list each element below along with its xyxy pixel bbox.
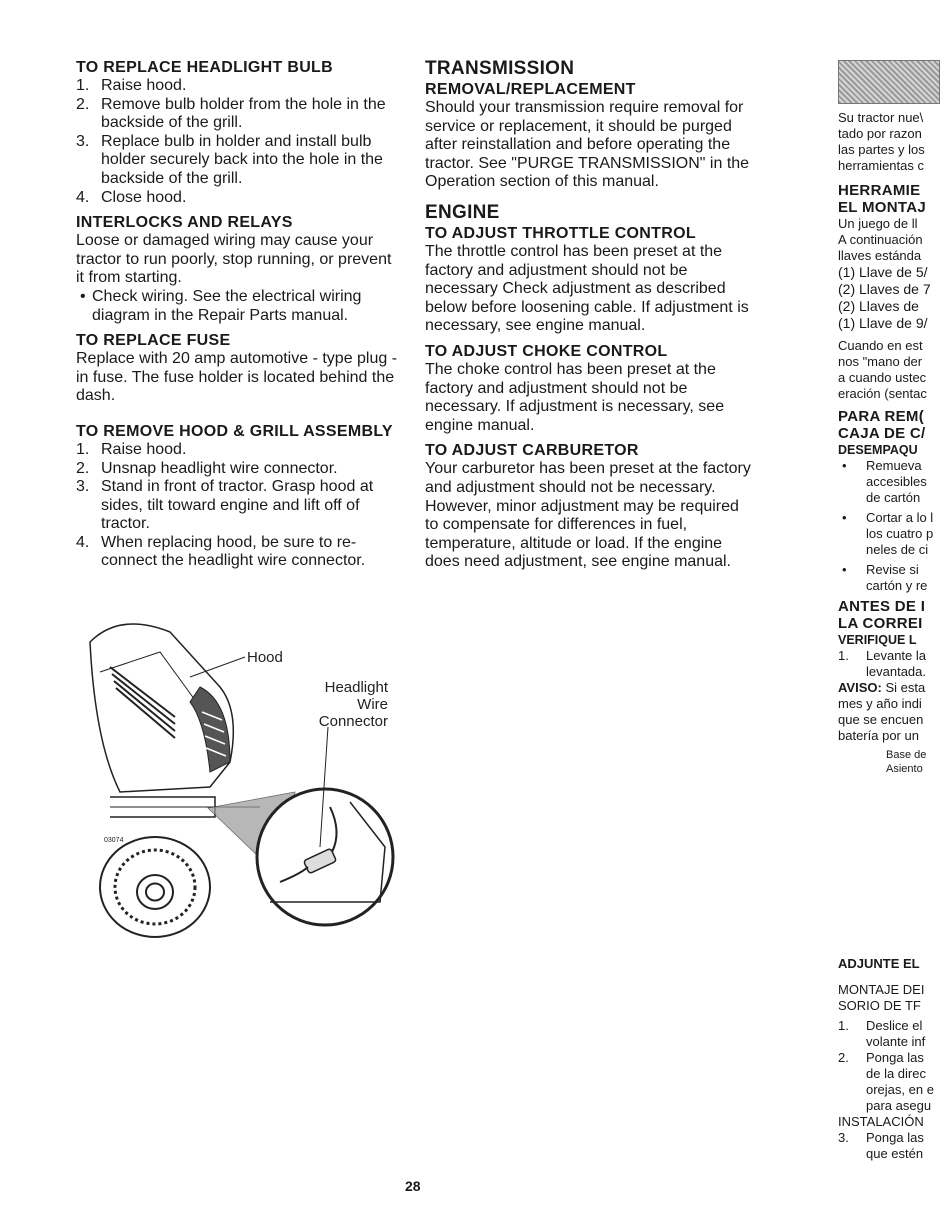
desempaque-subheading: DESEMPAQU bbox=[838, 443, 918, 457]
interlocks-bullets bbox=[76, 288, 402, 325]
choke-heading: TO ADJUST CHOKE CONTROL bbox=[425, 342, 668, 360]
text-line: para asegu bbox=[866, 1098, 932, 1113]
text-line: eración (sentac bbox=[838, 386, 927, 401]
text-line: Cuando en est bbox=[838, 338, 923, 353]
throttle-text: The throttle control has been preset at the factory and adjustment should not be necessary Check adjustment as described below before loosening cable. If adjustment is necessary, see engine manual. bbox=[425, 242, 749, 335]
list-item: 3. Replace bulb in holder and install bulb holder securely back into the hole in the backside of the grill. bbox=[76, 132, 383, 187]
list-item: 3. Stand in front of tractor. Grasp hood at sides, tilt toward engine and lift off of tractor. bbox=[76, 478, 374, 533]
text-line: de cartón bbox=[866, 490, 921, 505]
text-line: A continuación bbox=[838, 232, 923, 247]
intro-line: las partes y los bbox=[838, 142, 925, 157]
list-item: 1. Levante la bbox=[838, 648, 926, 663]
text-line: (2) Llaves de bbox=[838, 298, 919, 314]
list-item: 2. Unsnap headlight wire connector. bbox=[76, 459, 338, 477]
verifique-subheading: VERIFIQUE L bbox=[838, 633, 917, 647]
headlight-steps bbox=[76, 77, 402, 207]
intro-line: herramientas c bbox=[838, 158, 924, 173]
antes-heading: LA CORREI bbox=[838, 615, 923, 632]
figure-label: Base de bbox=[886, 749, 927, 761]
list-item: • Cortar a lo l bbox=[842, 510, 934, 525]
headlight-heading: TO REPLACE HEADLIGHT BULB bbox=[76, 59, 333, 76]
connector-label-line2: Wire bbox=[357, 696, 388, 713]
interlocks-heading: INTERLOCKS AND RELAYS bbox=[76, 214, 293, 232]
adjunte-subheading: ADJUNTE EL bbox=[838, 956, 920, 971]
list-item: • Check wiring. See the electrical wiring diagram in the Repair Parts manual. bbox=[80, 287, 362, 324]
fuse-heading: TO REPLACE FUSE bbox=[76, 332, 231, 350]
list-item: 1. Raise hood. bbox=[76, 77, 187, 94]
text-line: los cuatro p bbox=[866, 526, 934, 541]
list-item: • Revise si bbox=[842, 562, 919, 577]
interlocks-text: Loose or damaged wiring may cause your tractor to run poorly, stop running, or prevent it from starting. bbox=[76, 232, 392, 287]
list-item: 3. Ponga las bbox=[838, 1130, 924, 1145]
text-line: (2) Llaves de 7 bbox=[838, 281, 931, 297]
text-line: INSTALACIÓN bbox=[838, 1114, 924, 1129]
text-line: (1) Llave de 5/ bbox=[838, 264, 928, 280]
text-line: de la direc bbox=[866, 1066, 926, 1081]
herramientas-heading: HERRAMIE bbox=[838, 182, 921, 199]
intro-line: tado por razon bbox=[838, 126, 922, 141]
left-column bbox=[76, 58, 402, 571]
tractor-hood-illustration bbox=[80, 612, 410, 942]
text-line: MONTAJE DEI bbox=[838, 982, 925, 997]
choke-text: The choke control has been preset at the factory and adjustment should not be necessary. If adjustment is necessary, see engine manual. bbox=[425, 360, 725, 434]
list-item: 2. Ponga las bbox=[838, 1050, 924, 1065]
carburetor-heading: TO ADJUST CARBURETOR bbox=[425, 442, 639, 460]
figure-label: Asiento bbox=[886, 763, 923, 775]
transmission-heading: TRANSMISSION bbox=[425, 58, 575, 79]
text-line: (1) Llave de 9/ bbox=[838, 315, 928, 331]
text-line: accesibles bbox=[866, 474, 927, 489]
text-line: Un juego de ll bbox=[838, 216, 918, 231]
text-line: batería por un bbox=[838, 728, 919, 743]
connector-label-line1: Headlight bbox=[324, 679, 388, 696]
text-line: neles de ci bbox=[866, 542, 929, 557]
transmission-text: Should your transmission require removal for service or replacement, it should be purged after reinstallation and before operating the tractor. See "PURGE TRANSMISSION" in the Operation section of this manual. bbox=[425, 99, 750, 191]
hood-steps bbox=[76, 441, 402, 571]
throttle-heading: TO ADJUST THROTTLE CONTROL bbox=[425, 224, 696, 242]
list-item: 1. Raise hood. bbox=[76, 440, 187, 458]
para-remover-heading: CAJA DE C/ bbox=[838, 425, 926, 442]
list-item: 4. Close hood. bbox=[76, 188, 187, 206]
right-column bbox=[838, 60, 950, 1210]
engine-heading: ENGINE bbox=[425, 201, 500, 223]
hood-heading: TO REMOVE HOOD & GRILL ASSEMBLY bbox=[76, 422, 393, 440]
page-number: 28 bbox=[405, 1178, 421, 1194]
text-line: orejas, en e bbox=[866, 1082, 934, 1097]
text-line: que estén bbox=[866, 1146, 924, 1161]
middle-column bbox=[425, 58, 753, 572]
herramientas-heading: EL MONTAJ bbox=[838, 199, 926, 216]
fuse-text: Replace with 20 amp automotive - type plug - in fuse. The fuse holder is located behind the dash. bbox=[76, 350, 398, 405]
carburetor-text: Your carburetor has been preset at the factory and adjustment should not be necessary. However, minor adjustment may be required to compensate for differences in fuel, temperature, altitude or load. If the engine does need adjustment, see engine manual. bbox=[425, 460, 751, 571]
text-line: mes y año indi bbox=[838, 696, 922, 711]
figure-code: 03074 bbox=[104, 837, 124, 844]
shaded-block bbox=[838, 60, 940, 104]
hood-label: Hood bbox=[247, 649, 283, 666]
hood-figure bbox=[80, 612, 410, 942]
text-line: SORIO DE TF bbox=[838, 998, 921, 1013]
list-item: • Remueva bbox=[842, 458, 922, 473]
text-line: levantada. bbox=[866, 664, 926, 679]
antes-heading: ANTES DE I bbox=[838, 598, 926, 615]
para-remover-heading: PARA REM( bbox=[838, 408, 925, 425]
intro-line: Su tractor nue\ bbox=[838, 110, 924, 125]
list-item: 2. Remove bulb holder from the hole in the backside of the grill. bbox=[76, 95, 386, 132]
connector-label-line3: Connector bbox=[318, 713, 388, 730]
text-line: volante inf bbox=[866, 1034, 926, 1049]
text-line: llaves estánda bbox=[838, 248, 922, 263]
text-line: nos "mano der bbox=[838, 354, 923, 369]
transmission-subheading: REMOVAL/REPLACEMENT bbox=[425, 81, 636, 98]
list-item: 1. Deslice el bbox=[838, 1018, 923, 1033]
list-item: 4. When replacing hood, be sure to re-connect the headlight wire connector. bbox=[76, 533, 366, 570]
text-line: que se encuen bbox=[838, 712, 924, 727]
text-line: cartón y re bbox=[866, 578, 928, 593]
text-line: a cuando ustec bbox=[838, 370, 927, 385]
aviso-line: AVISO: Si esta bbox=[838, 680, 926, 695]
